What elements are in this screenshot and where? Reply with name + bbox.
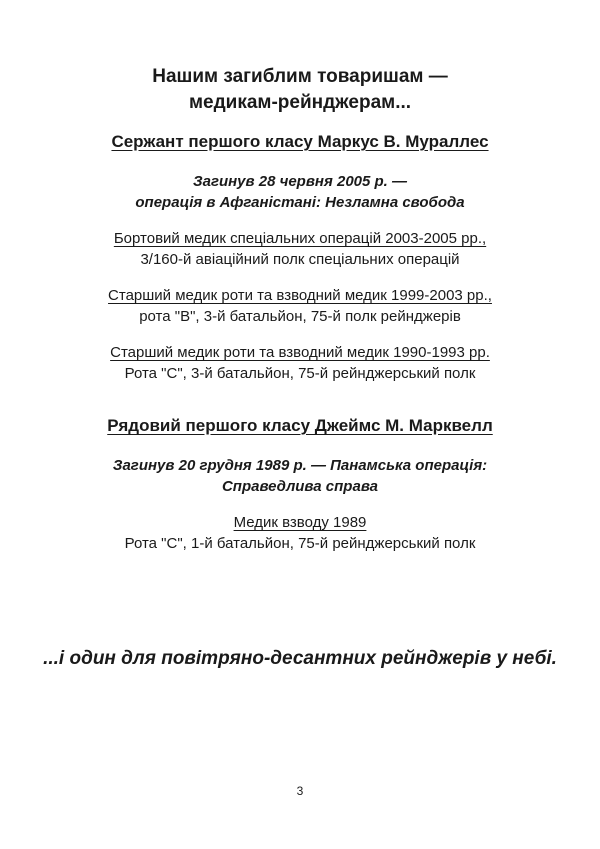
memorial-2-entry-1 [0, 512, 600, 554]
memorial-1-entry-2-role: Старший медик роти та взводний медик 1999-2003 рр., [108, 287, 492, 304]
memorial-1-death-line2: операція в Афганістані: Незламна свобода [135, 194, 465, 211]
page-title-line2: медикам-рейнджерам... [188, 92, 412, 113]
memorial-2-name: Рядовий першого класу Джеймс М. Марквелл [107, 416, 493, 435]
page-number: 3 [296, 784, 304, 798]
memorial-2-entry-1-unit: Рота "С", 1-й батальйон, 75-й рейнджерський полк [124, 535, 476, 552]
memorial-2-entry-1-role: Медик взводу 1989 [233, 514, 367, 531]
memorial-1-entry-1-role: Бортовий медик спеціальних операцій 2003-2005 рр., [113, 230, 487, 247]
memorial-1-entry-1-unit: 3/160-й авіаційний полк спеціальних операцій [140, 251, 460, 268]
memorial-1-entry-3-unit: Рота "С", 3-й батальйон, 75-й рейнджерський полк [124, 365, 476, 382]
closing-dedication-line: ...і один для повітряно-десантних рейнджерів у небі. [43, 648, 557, 669]
page-title-line1: Нашим загиблим товаришам — [152, 66, 448, 87]
memorial-1-entry-3-role: Старший медик роти та взводний медик 1990-1993 рр. [110, 344, 490, 361]
memorial-1-entry-2 [0, 285, 600, 327]
memorial-1-entry-3 [0, 342, 600, 384]
page-title [0, 64, 600, 116]
memorial-1-entry-2-unit: рота "В", 3-й батальйон, 75-й полк рейнджерів [139, 308, 461, 325]
memorial-1-name: Сержант першого класу Маркус В. Мураллес [111, 132, 489, 151]
memorial-1-death-info [0, 171, 600, 213]
memorial-1-death-line1: Загинув 28 червня 2005 р. — [192, 173, 408, 190]
memorial-2-death-line2: Справедлива справа [221, 478, 379, 495]
memorial-2-death-info [0, 455, 600, 497]
memorial-2-death-line1: Загинув 20 грудня 1989 р. — Панамська операція: [112, 457, 488, 474]
memorial-1-entry-1 [0, 228, 600, 270]
